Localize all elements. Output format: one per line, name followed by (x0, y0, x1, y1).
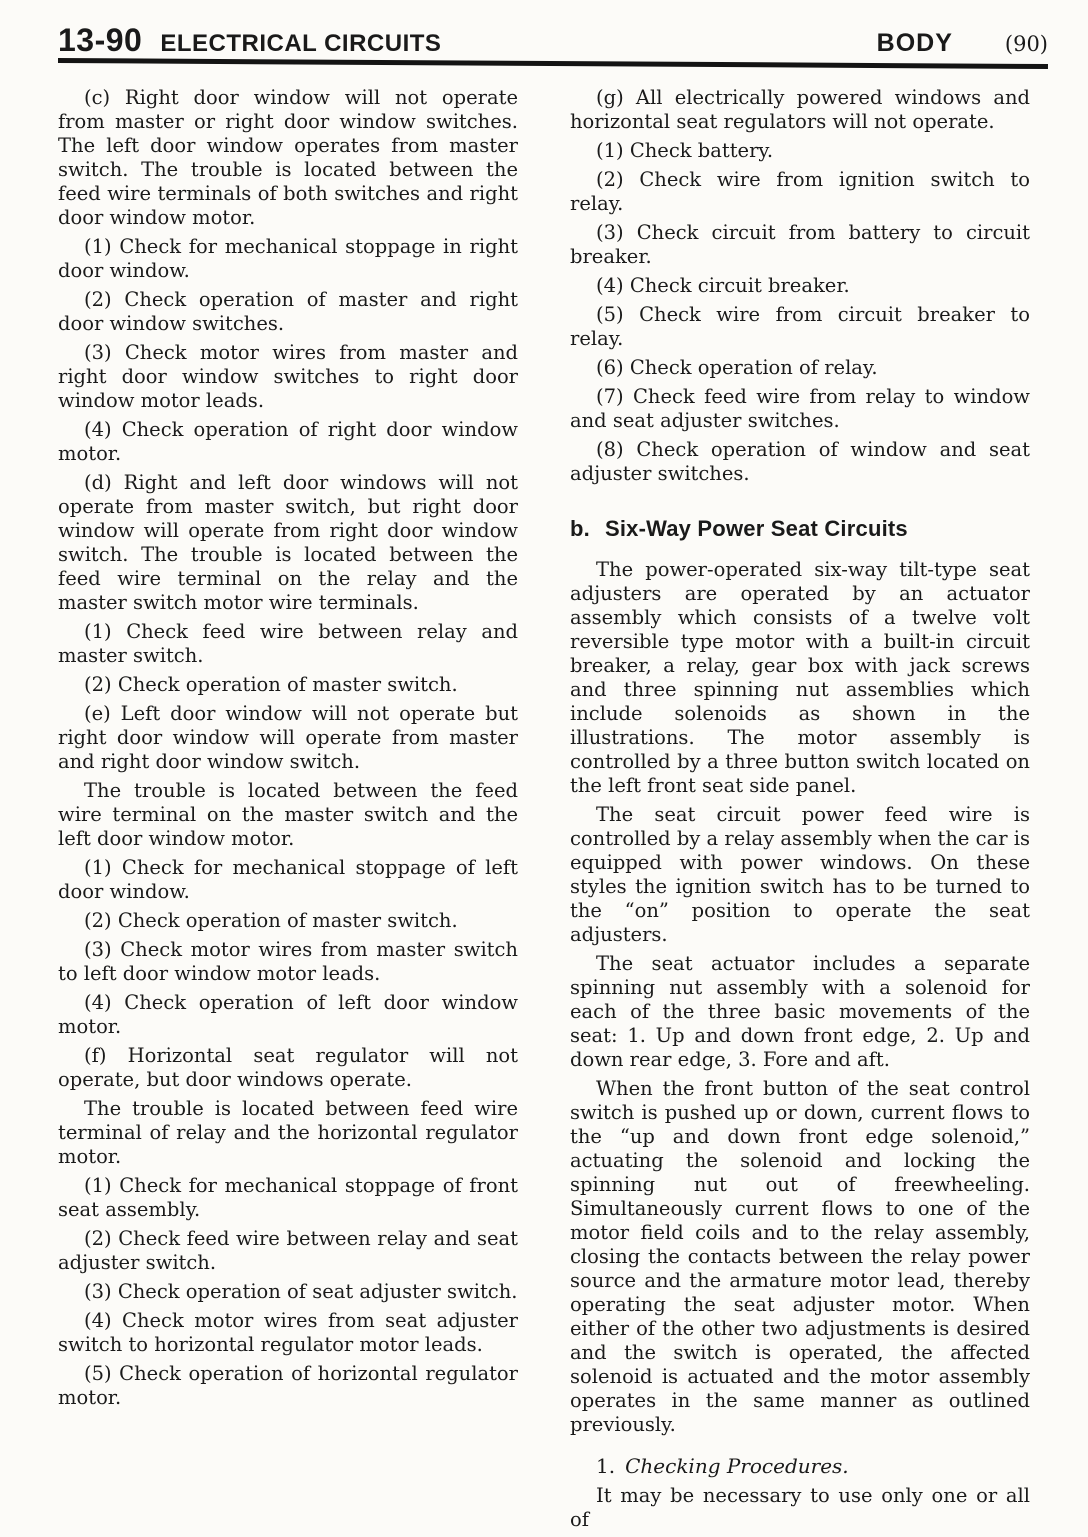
paragraph: (1) Check feed wire between relay and master switch. (58, 620, 518, 667)
two-column-layout (58, 86, 1030, 1537)
paragraph: (1) Check for mechanical stoppage in right door window. (58, 235, 518, 282)
paragraph: (3) Check motor wires from master switch to left door window motor leads. (58, 938, 518, 985)
header-rule (58, 58, 1048, 69)
header-left-group (58, 22, 441, 59)
paragraph: (6) Check operation of relay. (596, 356, 878, 379)
heading-text: Six-Way Power Seat Circuits (604, 516, 908, 541)
section-heading (570, 516, 1030, 542)
paragraph: (1) Check battery. (596, 139, 774, 162)
paragraph: (2) Check feed wire between relay and seat adjuster switch. (58, 1227, 518, 1274)
paragraph: The trouble is located between the feed wire terminal on the master switch and the left door window motor. (58, 779, 518, 850)
paragraph: (3) Check circuit from battery to circuit breaker. (570, 221, 1030, 268)
paragraph: (8) Check operation of window and seat adjuster switches. (570, 438, 1030, 485)
paragraph: The trouble is located between feed wire terminal of relay and the horizontal regulator motor. (58, 1097, 518, 1168)
paragraph: (2) Check wire from ignition switch to relay. (570, 168, 1030, 215)
manual-part-title: BODY (876, 29, 953, 57)
paragraph: The seat actuator includes a separate spinning nut assembly with a solenoid for each of the three basic movements of the seat: 1. Up and down front edge, 2. Up and down rear edge, 3. Fore and aft. (570, 952, 1030, 1071)
paragraph: It may be necessary to use only one or all of (570, 1484, 1030, 1531)
page-header (58, 22, 1048, 59)
section-number: 13-90 (58, 22, 143, 58)
page-number: (90) (1004, 32, 1048, 56)
procedure-number: 1. (596, 1454, 616, 1478)
paragraph: (3) Check motor wires from master and right door window switches to right door window motor leads. (58, 341, 518, 412)
paragraph: (2) Check operation of master and right door window switches. (58, 288, 518, 335)
paragraph: (2) Check operation of master switch. (84, 909, 458, 932)
procedure-title: Checking Procedures. (625, 1454, 849, 1478)
paragraph: (2) Check operation of master switch. (84, 673, 458, 696)
paragraph: (c) Right door window will not operate from master or right door window switches. The left door window operates from master switch. The trouble is located between the feed wire terminals of both switches and right door window motor. (58, 86, 518, 229)
paragraph: (7) Check feed wire from relay to window and seat adjuster switches. (570, 385, 1030, 432)
paragraph: (4) Check operation of right door window motor. (58, 418, 518, 465)
paragraph: When the front button of the seat control switch is pushed up or down, current flows to the “up and down front edge solenoid,” actuating the solenoid and locking the spinning nut out of freewheeling. Simultaneously current flows to one of the motor field coils and to the relay assembly, closing the contacts between the relay power source and the armature motor lead, thereby operating the seat adjuster motor. When either of the other two adjustments is desired and the switch is operated, the affected solenoid is actuated and the motor assembly operates in the same manner as outlined previously. (570, 1077, 1030, 1436)
paragraph: (4) Check motor wires from seat adjuster switch to horizontal regulator motor leads. (58, 1309, 518, 1356)
paragraph: (3) Check operation of seat adjuster switch. (84, 1280, 518, 1303)
paragraph: (5) Check operation of horizontal regulator motor. (58, 1362, 518, 1409)
section-title: ELECTRICAL CIRCUITS (160, 30, 442, 57)
paragraph: (5) Check wire from circuit breaker to relay. (570, 303, 1030, 350)
paragraph: (1) Check for mechanical stoppage of front seat assembly. (58, 1174, 518, 1221)
paragraph: (g) All electrically powered windows and horizontal seat regulators will not operate. (570, 86, 1030, 133)
left-column (58, 86, 518, 1537)
paragraph: (d) Right and left door windows will not operate from master switch, but right door window will operate from right door window switch. The trouble is located between the feed wire terminal on the relay and the master switch motor wire terminals. (58, 471, 518, 614)
paragraph: The power-operated six-way tilt-type seat adjusters are operated by an actuator assembly which consists of a twelve volt reversible type motor with a built-in circuit breaker, a relay, gear box with jack screws and three spinning nut assemblies which include solenoids as shown in the illustrations. The motor assembly is controlled by a three button switch located on the left front seat side panel. (570, 558, 1030, 797)
header-right-group (877, 29, 1048, 58)
paragraph: (e) Left door window will not operate but right door window will operate from master and right door window switch. (58, 702, 518, 773)
right-column (570, 86, 1030, 1537)
paragraph: The seat circuit power feed wire is controlled by a relay assembly when the car is equipped with power windows. On these styles the ignition switch has to be turned to the “on” position to operate the seat adjusters. (570, 803, 1030, 946)
paragraph: (4) Check circuit breaker. (596, 274, 850, 297)
procedure-heading (570, 1454, 1030, 1478)
heading-prefix: b. (570, 516, 590, 541)
paragraph: (4) Check operation of left door window motor. (58, 991, 518, 1038)
paragraph: (f) Horizontal seat regulator will not operate, but door windows operate. (58, 1044, 518, 1091)
paragraph: (1) Check for mechanical stoppage of left door window. (58, 856, 518, 903)
